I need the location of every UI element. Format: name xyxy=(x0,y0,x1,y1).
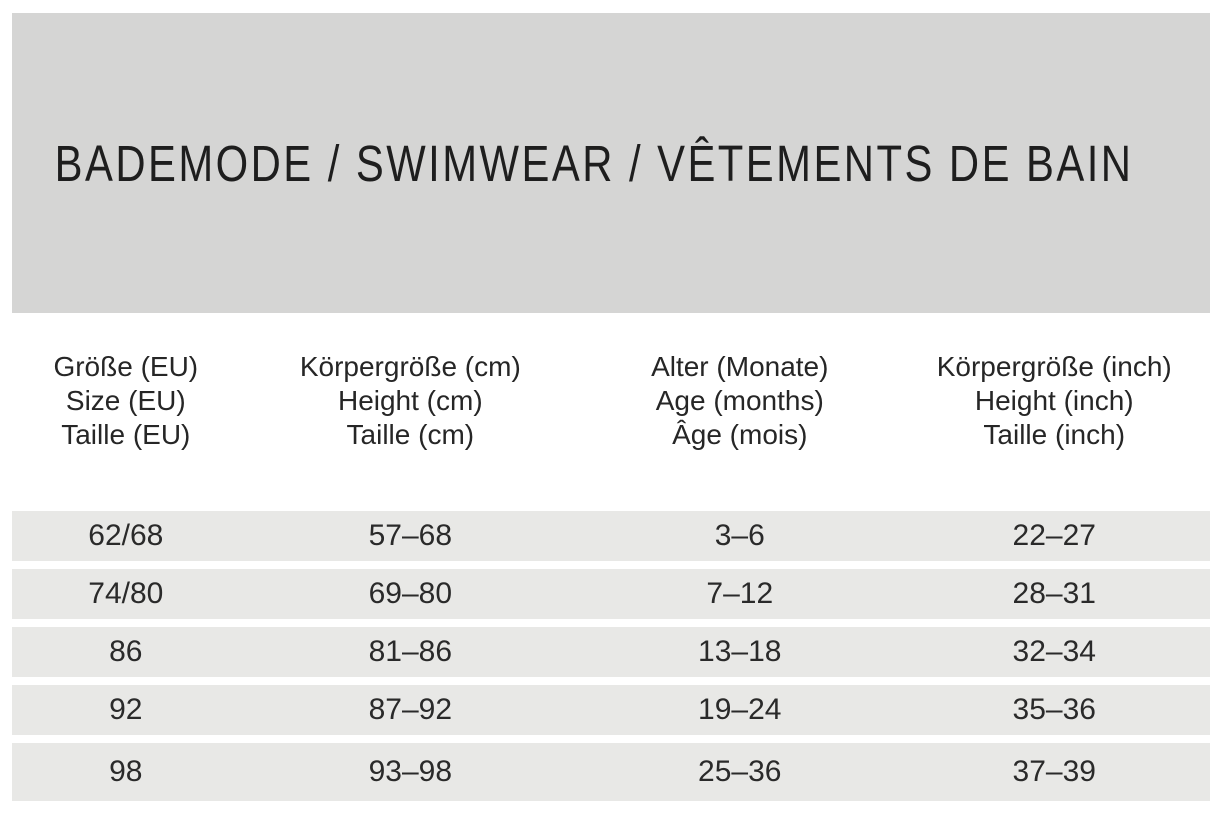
cell-size-eu: 74/80 xyxy=(88,577,164,610)
cell-height-inch: 28–31 xyxy=(1012,577,1096,610)
table-row xyxy=(12,569,1210,619)
header-line-en: Size (EU) xyxy=(65,385,186,416)
header-line-de: Körpergröße (cm) xyxy=(299,351,521,382)
header-line-en: Age (months) xyxy=(655,385,824,416)
cell-height-cm: 81–86 xyxy=(368,635,453,668)
cell-height-cm: 57–68 xyxy=(368,519,453,552)
cell-age-months: 7–12 xyxy=(706,577,774,610)
cell-size-eu: 86 xyxy=(109,635,143,668)
header-line-fr: Taille (cm) xyxy=(346,419,475,450)
cell-size-eu: 98 xyxy=(109,755,143,788)
column-header-height-cm xyxy=(240,350,581,452)
cell-age-months: 13–18 xyxy=(698,635,782,668)
column-header-size-eu xyxy=(12,350,240,452)
header-line-fr: Âge (mois) xyxy=(672,419,808,450)
cell-age-months: 19–24 xyxy=(698,693,782,726)
cell-height-cm: 93–98 xyxy=(368,755,453,788)
cell-height-inch: 37–39 xyxy=(1012,755,1096,788)
cell-age-months: 25–36 xyxy=(698,755,782,788)
page-title: BADEMODE / SWIMWEAR / VÊTEMENTS DE BAIN xyxy=(54,134,1134,192)
cell-height-cm: 69–80 xyxy=(368,577,453,610)
header-line-de: Körpergröße (inch) xyxy=(936,351,1172,382)
header-line-fr: Taille (EU) xyxy=(61,419,191,450)
column-header-height-inch xyxy=(899,350,1210,452)
table-row xyxy=(12,743,1210,801)
column-header-age-months xyxy=(581,350,898,452)
header-line-en: Height (cm) xyxy=(337,385,483,416)
table-header-row xyxy=(12,350,1210,452)
cell-height-inch: 22–27 xyxy=(1012,519,1096,552)
header-line-en: Height (inch) xyxy=(974,385,1134,416)
cell-size-eu: 62/68 xyxy=(88,519,164,552)
header-line-fr: Taille (inch) xyxy=(983,419,1126,450)
header-line-de: Alter (Monate) xyxy=(651,351,829,382)
table-row xyxy=(12,685,1210,735)
cell-height-inch: 35–36 xyxy=(1012,693,1096,726)
table-row xyxy=(12,627,1210,677)
cell-size-eu: 92 xyxy=(109,693,143,726)
header-line-de: Größe (EU) xyxy=(53,351,199,382)
table-row xyxy=(12,511,1210,561)
cell-height-cm: 87–92 xyxy=(368,693,453,726)
cell-height-inch: 32–34 xyxy=(1012,635,1096,668)
title-banner xyxy=(12,13,1210,313)
cell-age-months: 3–6 xyxy=(714,519,765,552)
